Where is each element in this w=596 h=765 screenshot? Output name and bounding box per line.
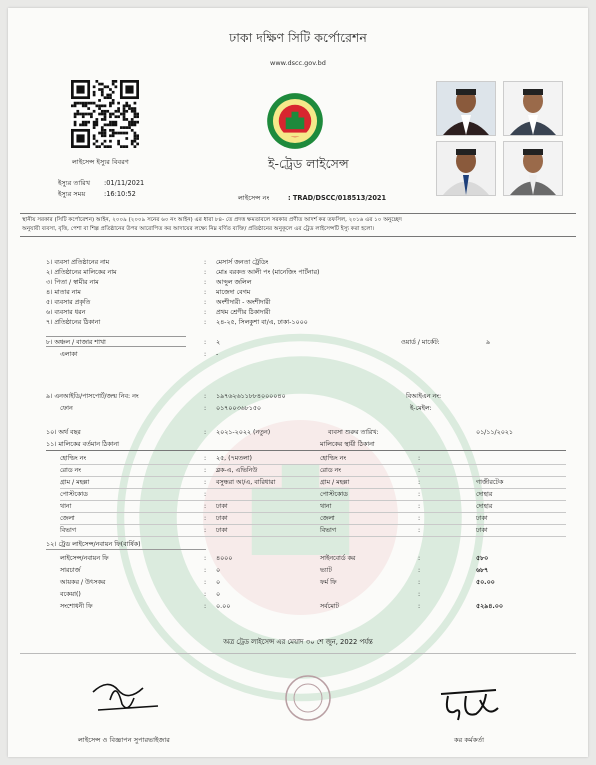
dscc-logo [266, 92, 324, 150]
owner-photo-3 [436, 141, 496, 196]
fee-label: আয়কর / উৎসকর [60, 579, 106, 586]
fee-colon: : [204, 555, 207, 562]
address-colon: : [204, 491, 207, 498]
fee-value: ০.০০ [216, 603, 231, 610]
present-address-label: ১১। মালিকের বর্তমান ঠিকানা [46, 441, 119, 448]
fee-label: সর্বমোট [320, 603, 339, 610]
permanent-address-value: গাজীরটেক [476, 479, 504, 486]
address-colon: : [418, 527, 421, 534]
tax-officer-signature [436, 684, 506, 726]
issue-info-label: লাইসেন্স ইস্যুর বিবরণ [72, 158, 129, 166]
fee-colon: : [204, 567, 207, 574]
field-value: মোঃ বরকত আলী পং (মানেজিং পার্টনার) [216, 269, 320, 276]
address-colon: : [418, 503, 421, 510]
issue-time-value: :16:10:52 [104, 190, 136, 198]
present-address-value: ঢাকা [216, 527, 228, 534]
field-value: প্রথম শ্রেণীর ঠিকাদারী [216, 309, 271, 316]
address-label: হোল্ডিং নং [60, 455, 87, 462]
address-colon: : [204, 515, 207, 522]
fee-value: ৫২৯৪.০০ [476, 603, 503, 610]
address-label: রোড নং [60, 467, 81, 474]
address-label: গ্রাম / মহল্লা [320, 479, 350, 486]
owner-photo-2 [503, 81, 563, 136]
issue-time-label: ইস্যুর সময় [58, 190, 86, 198]
area-label: এলাকা [60, 351, 78, 358]
fee-value: ৫০.০০ [476, 579, 495, 586]
license-title: ই-ট্রেড লাইসেন্স [268, 156, 349, 171]
owner-photo-1 [436, 81, 496, 136]
issue-date-label: ইস্যুর তারিখ [58, 179, 91, 187]
present-address-value: ঢাকা [216, 515, 228, 522]
ward-label: ওয়ার্ড / মার্কেট: [401, 339, 440, 346]
fee-colon: : [418, 591, 421, 598]
address-label: জেলা [320, 515, 335, 522]
field-colon: : [204, 309, 207, 316]
fee-colon: : [418, 567, 421, 574]
present-address-value: ঢাকা [216, 503, 228, 510]
permanent-address-value: ঢাকা [476, 527, 488, 534]
bin-label: বিআইএন নং: [406, 393, 442, 400]
nid-label: ৯। এনআইডি/পাসপোর্ট/জন্ম নিব: নং [46, 393, 139, 400]
address-colon: : [204, 467, 207, 474]
supervisor-title: লাইসেন্স ও বিজ্ঞাপন সুপারভাইজার [78, 736, 170, 744]
field-value: মাজেদা বেগম [216, 289, 251, 296]
field-colon: : [204, 259, 207, 266]
field-label: ২। প্রতিষ্ঠানের মালিকের নাম [46, 269, 117, 276]
fee-value: ০ [216, 591, 221, 598]
license-no-label: লাইসেন্স নং [238, 194, 270, 202]
row-divider [60, 524, 566, 525]
official-seal [284, 674, 332, 722]
fiscal-label: ১০। অর্থ বছর [46, 429, 81, 436]
field-colon: : [204, 279, 207, 286]
zone-label: ৮। অঞ্চল / বাজার শাখা [46, 339, 106, 346]
fee-label: সারচার্জ [60, 567, 81, 574]
fees-label: ১২। ট্রেড লাইসেন্স/নবায়ন ফি(বার্ষিক) [46, 541, 141, 548]
field-label: ৭। প্রতিষ্ঠানের ঠিকানা [46, 319, 101, 326]
address-label: জেলা [60, 515, 75, 522]
fee-label: বকেয়া() [60, 591, 81, 598]
qr-code [71, 80, 139, 148]
phone-value: ০১৭০০৩৬৮১৫০ [216, 405, 262, 412]
fee-label: সংশোধনী ফি [60, 603, 93, 610]
fee-colon: : [204, 591, 207, 598]
row-divider [60, 500, 566, 501]
field-label: ৬। ব্যবসার ধরন [46, 309, 86, 316]
fee-label: ভ্যাট [320, 567, 332, 574]
fee-label: ফর্ম ফি [320, 579, 337, 586]
ward-value: ৯ [486, 339, 491, 346]
field-colon: : [204, 319, 207, 326]
row-divider [60, 488, 566, 489]
address-label: পোস্টকোড [60, 491, 88, 498]
permanent-address-value: ঢাকা [476, 515, 488, 522]
issue-date-value: :01/11/2021 [104, 179, 145, 187]
address-label: থানা [60, 503, 72, 510]
permanent-address-value: দোহার [476, 503, 493, 510]
email-label: ই-মেইল: [410, 405, 432, 412]
corporation-name: ঢাকা দক্ষিণ সিটি কর্পোরেশন [229, 30, 367, 45]
address-label: গ্রাম / মহল্লা [60, 479, 90, 486]
divider [46, 336, 186, 337]
field-value: মেসার্স জনতা ট্রেডিং [216, 259, 269, 266]
present-address-value: ব্লক-এ, এভিনিউ [216, 467, 258, 474]
address-colon: : [204, 455, 207, 462]
preamble-line-2: অনুযায়ী ব্যবসা, বৃত্তি, পেশা বা শিল্প প্রতিষ্ঠানের উপর আরোপিত কর আদায়ের লক্ষ্যে নিম্ন বর্ণিত ব্যক্তি/ প্রতিষ্ঠানের অনুকূলে এর ট্রেড লাইসেন্সটি ইস্যু করা হলো। [22, 226, 375, 232]
permanent-address-label: মালিকের স্থায়ী ঠিকানা [320, 441, 375, 448]
fee-colon: : [204, 603, 207, 610]
present-address-value: বসুন্ধরা আ/এ, বারিধারা [216, 479, 276, 486]
address-colon: : [418, 479, 421, 486]
field-value: ২৪-২৫, সিলকুশা বা/এ, ঢাকা-১০০০ [216, 319, 308, 326]
validity-note: অত্র ট্রেড লাইসেন্স এর মেয়াদ ৩০ শে জুন, 2022 পর্যন্ত [223, 638, 373, 646]
field-label: ৪। মাতার নাম [46, 289, 81, 296]
owner-photo-4 [503, 141, 563, 196]
divider [20, 213, 576, 214]
business-start-label: ব্যবসা শুরুর তারিখ: [328, 429, 379, 436]
field-colon: : [204, 289, 207, 296]
fiscal-value: ২০২১-২০২২ (নতুন) [216, 429, 271, 436]
permanent-address-value: দোহার [476, 491, 493, 498]
row-divider [60, 464, 566, 465]
preamble-line-1: স্থানীয় সরকার (সিটি কর্পোরেশন) আইন, ২০০৯ (২০০৯ সনের ৬০ নং আইন) এর ধারা ৮৪- তে প্রদত্ত ক্ষমতাবলে সরকার প্রণীত আদর্শ কর তফসিল, ২০১৬ এর ১০ অনুচ্ছেদ [22, 217, 402, 223]
fee-value: ৪০০০ [216, 555, 233, 562]
fee-value: ০ [216, 567, 221, 574]
fee-value: ৬৮৭ [476, 567, 489, 574]
address-colon: : [204, 527, 207, 534]
address-label: হোল্ডিং নং [320, 455, 347, 462]
fee-colon: : [418, 603, 421, 610]
area-value: - [216, 351, 219, 358]
field-label: ১। ব্যবসা প্রতিষ্ঠানের নাম [46, 259, 110, 266]
address-colon: : [204, 479, 207, 486]
row-divider [60, 476, 566, 477]
business-start-value: ০১/১১/২০২১ [476, 429, 513, 436]
fee-value: ০ [216, 579, 221, 586]
fee-label: লাইসেন্স/নবায়ন ফি [60, 555, 109, 562]
field-value: অংশীদারী - অংশীদারী [216, 299, 271, 306]
fee-colon: : [418, 555, 421, 562]
trade-license-document: ঢাকা দক্ষিণ সিটি কর্পোরেশন www.dscc.gov.bd ই-ট্রেড লাইসেন্স লাইসেন্স ইস্যুর বিবরণ ইস্যুর তারিখ :01/11/2021 ইস্যুর সময় :16:10:52 লাইসেন্স নং : TRAD/DSCC/018513/2021 স্থানীয় সরকার (সিটি কর্পোরেশন) আইন, ২০০৯ (২০০৯ সনের ৬০ নং আইন) এর ধারা ৮৪- তে প্রদত্ত ক্ষমতাবলে সরকার প্রণীত আদর্শ কর তফসিল, ২০১৬ এর ১০ অনুচ্ছেদ অনুযায়ী ব্যবসা, বৃত্তি, পেশা বা শিল্প প্রতিষ্ঠানের উপর আরোপিত কর আদায়ের লক্ষ্যে নিম্ন বর্ণিত ব্যক্তি/ প্রতিষ্ঠানের অনুকূলে এর ট্রেড লাইসেন্সটি ইস্যু করা হলো। ১। ব্যবসা প্রতিষ্ঠানের নাম : মেসার্স জনতা ট্রেডিং ২। প্রতিষ্ঠানের মালিকের নাম : মোঃ বরকত আলী পং (মানেজিং পার্টনার) ৩। পিতা / স্বামীর নাম : আব্দুল জলিল ৪। মাতার নাম : মাজেদা বেগম ৫। ব্যবসার প্রকৃতি : অংশীদারী - অংশীদারী ৬। ব্যবসার ধরন : প্রথম শ্রেণীর ঠিকাদারী ৭। প্রতিষ্ঠানের ঠিকানা : ২৪-২৫, সিলকুশা বা/এ, ঢাকা-১০০০ ৮। অঞ্চল / বাজার শাখা : ২ ওয়ার্ড / মার্কেট: ৯ এলাকা : - ৯। এনআইডি/পাসপোর্ট/জন্ম নিব: নং : ১৯৭৬২৬১১৮৮৪০০০০৪০ বিআইএন নং: ফোন : ০১৭০০৩৬৮১৫০ ই-মেইল: ১০। অর্থ বছর : ২০২১-২০২২ (নতুন) ব্যবসা শুরুর তারিখ: ০১/১১/২০২১ ১১। মালিকের বর্তমান ঠিকানা মালিকের স্থায়ী ঠিকানা হোল্ডিং নং : ২৫, (৭মতলা) হোল্ডিং নং : রোড নং : ব্লক-এ, এভিনিউ রোড নং : গ্রাম / মহল্লা : বসুন্ধরা আ/এ, বারিধারা গ্রাম / মহল্লা : গাজীরটেক পোস্টকোড : পোস্টকোড : দোহার থানা : ঢাকা থানা : দোহার জেলা : ঢাকা জেলা : ঢাকা বিভাগ : ঢাকা বিভাগ : ঢাকা ১২। ট্রেড লাইসেন্স/নবায়ন ফি(বার্ষিক) লাইসেন্স/নবায়ন ফি : ৪০০০ সাইনবোর্ড কর : ৫৮০ সারচার্জ : ০ ভ্যাট : ৬৮৭ আয়কর / উৎসকর : ০ ফর্ম ফি : ৫০.০০ বকেয়া() : ০ : সংশোধনী ফি : ০.০০ সর্বমোট : ৫২৯৪.০০ অত্র ট্রেড লাইসেন্স এর মেয়াদ ৩০ শে জুন, 2022 পর্যন্ত লাইসেন্স ও বিজ্ঞাপন সুপারভাইজার কর কর্মকর্তা [8, 8, 588, 757]
supervisor-signature [88, 670, 168, 720]
license-no-value: : TRAD/DSCC/018513/2021 [288, 194, 387, 202]
address-colon: : [418, 515, 421, 522]
row-divider [60, 512, 566, 513]
website-link[interactable]: www.dscc.gov.bd [270, 59, 326, 67]
address-colon: : [418, 491, 421, 498]
address-label: পোস্টকোড [320, 491, 348, 498]
address-colon: : [418, 467, 421, 474]
address-label: থানা [320, 503, 332, 510]
fee-colon: : [204, 579, 207, 586]
tax-officer-title: কর কর্মকর্তা [454, 736, 485, 744]
address-label: রোড নং [320, 467, 341, 474]
field-colon: : [204, 269, 207, 276]
fee-colon: : [418, 579, 421, 586]
row-divider [60, 536, 566, 537]
zone-value: ২ [216, 339, 221, 346]
field-colon: : [204, 299, 207, 306]
field-label: ৫। ব্যবসার প্রকৃতি [46, 299, 91, 306]
fee-label: সাইনবোর্ড কর [320, 555, 356, 562]
field-value: আব্দুল জলিল [216, 279, 252, 286]
address-label: বিভাগ [60, 527, 76, 534]
address-colon: : [204, 503, 207, 510]
divider [20, 236, 576, 237]
fee-value: ৫৮০ [476, 555, 489, 562]
phone-label: ফোন [60, 405, 73, 412]
present-address-value: ২৫, (৭মতলা) [216, 455, 252, 462]
address-label: বিভাগ [320, 527, 336, 534]
address-colon: : [418, 455, 421, 462]
nid-value: ১৯৭৬২৬১১৮৮৪০০০০৪০ [216, 393, 286, 400]
field-label: ৩। পিতা / স্বামীর নাম [46, 279, 99, 286]
